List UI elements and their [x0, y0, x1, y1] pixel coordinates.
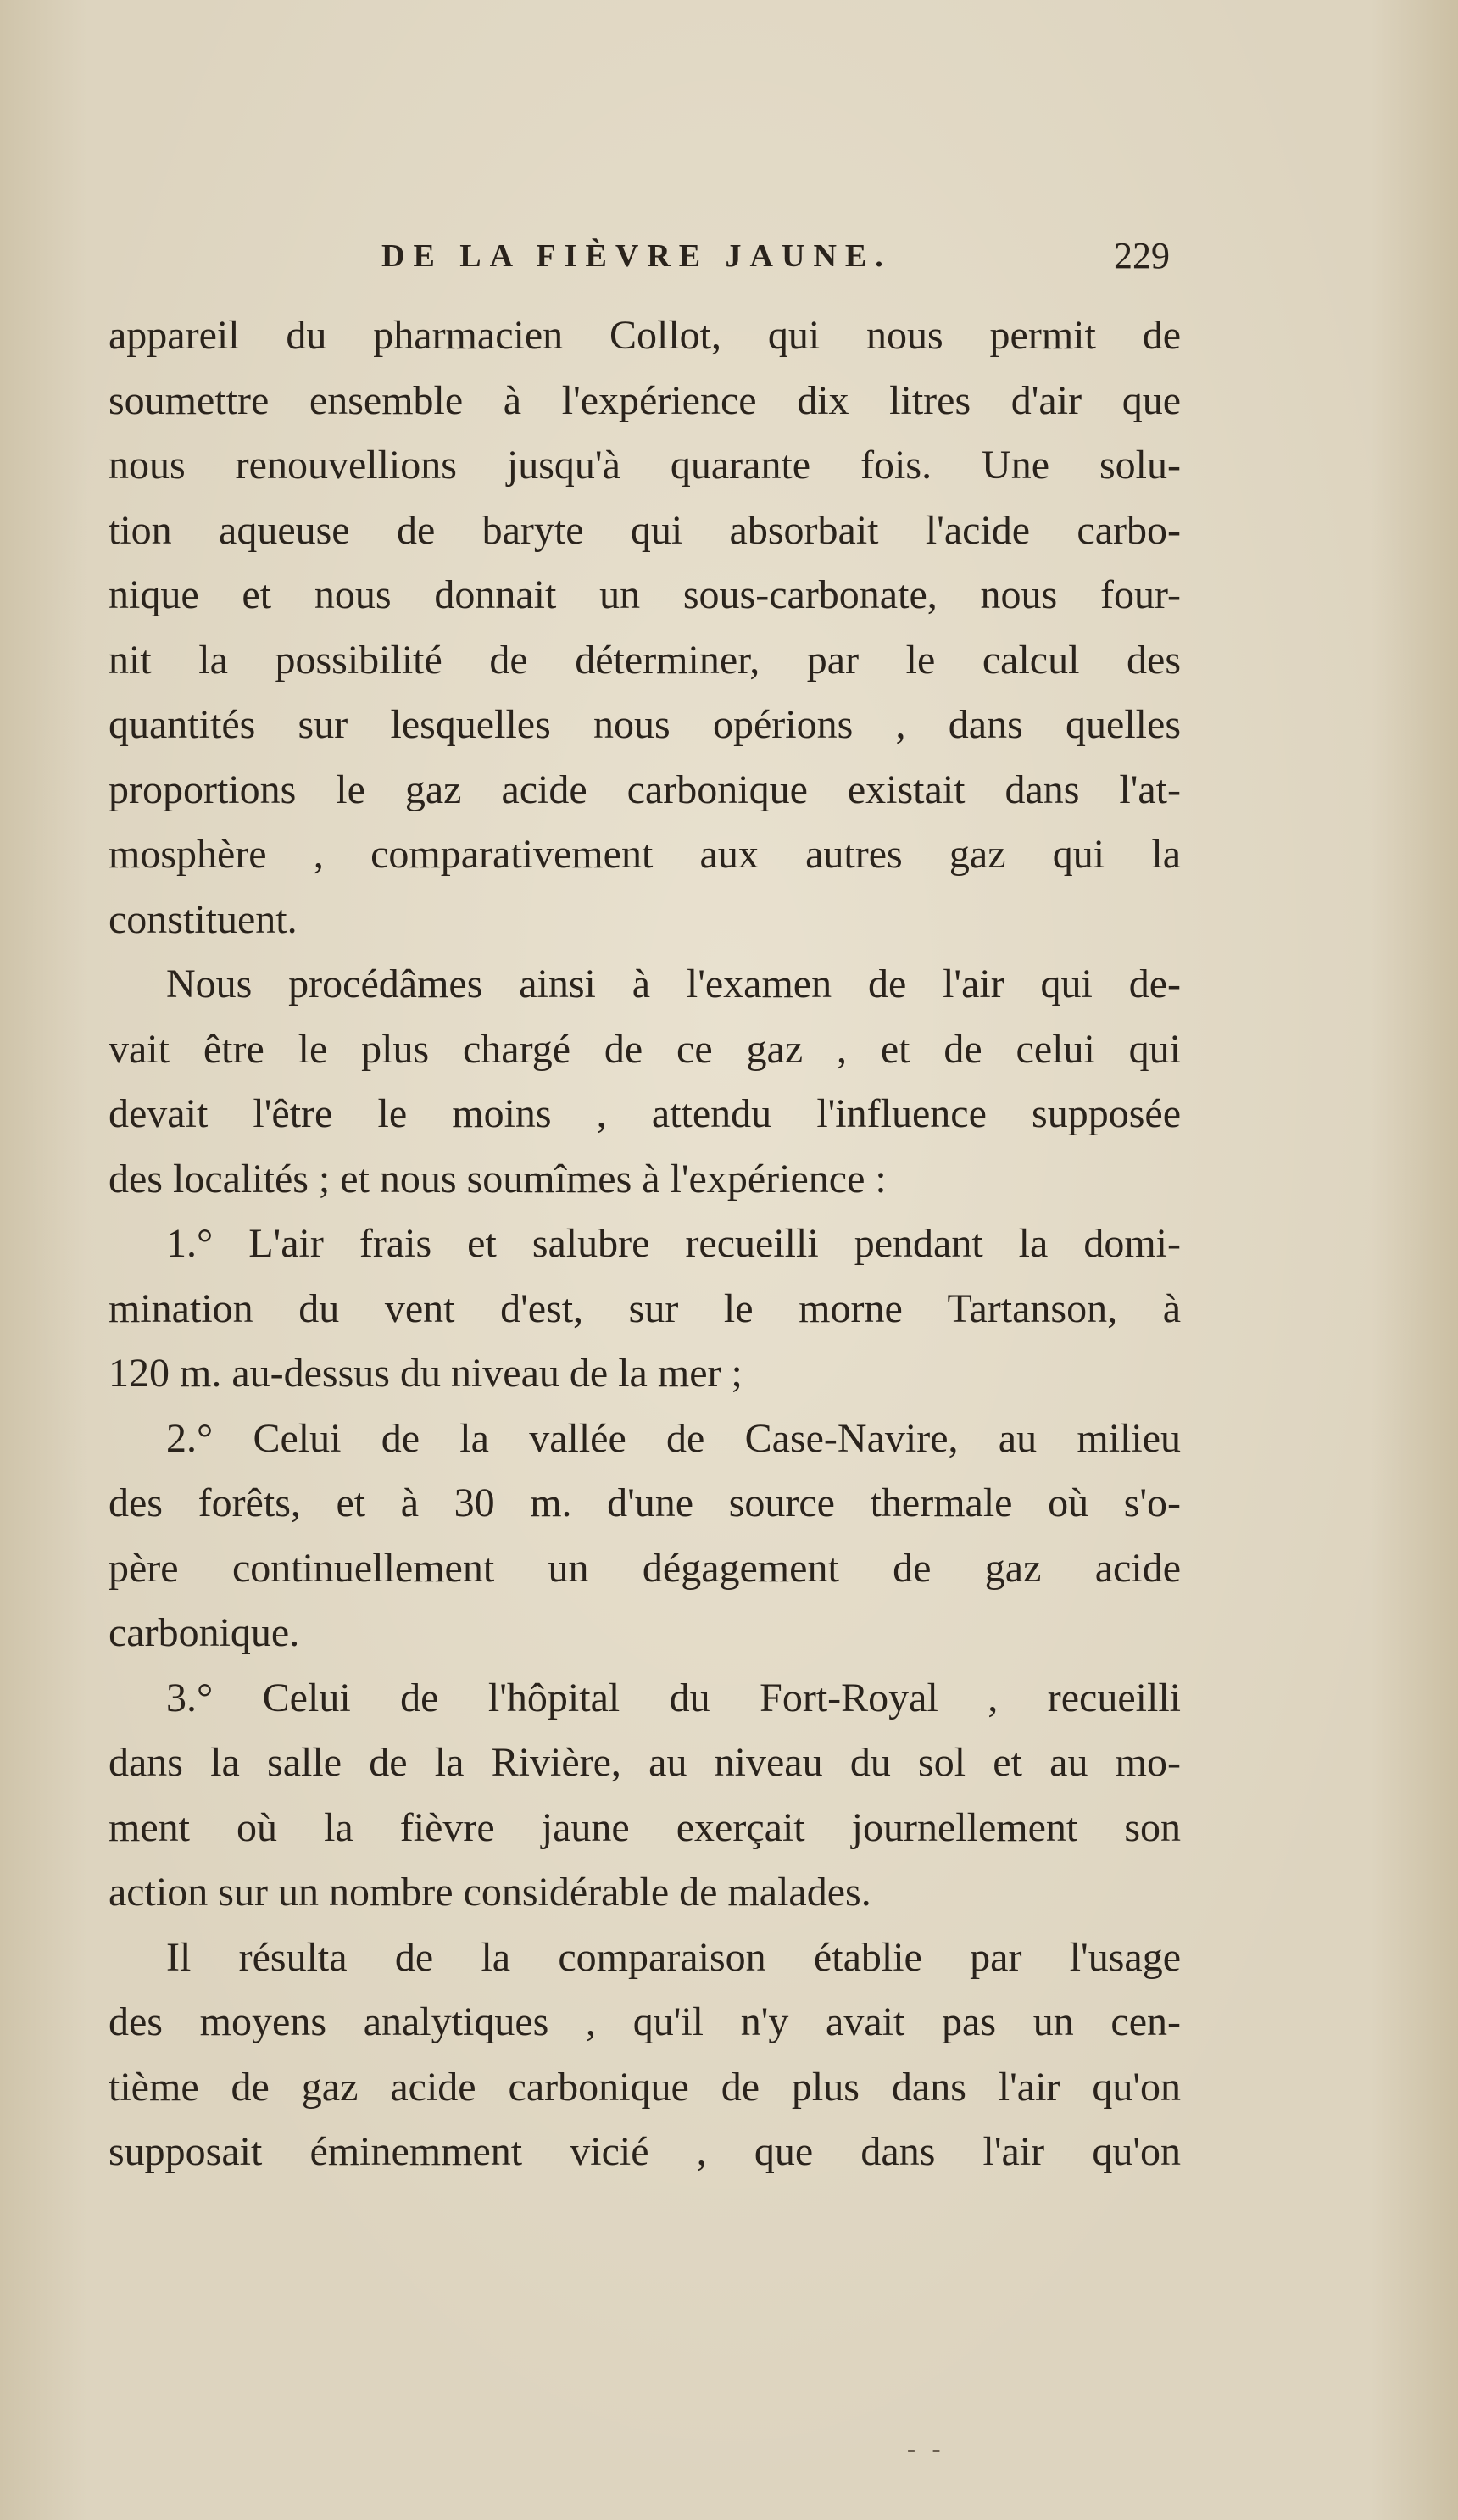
text-line: nique et nous donnait un sous-carbonate, nous four-: [109, 572, 1181, 617]
text-line: dans la salle de la Rivière, au niveau du sol et au mo-: [109, 1740, 1181, 1785]
list-item-1-line: 1.° L'air frais et salubre recueilli pendant la domi-: [166, 1221, 1181, 1266]
text-line: carbonique.: [109, 1610, 300, 1655]
text-line: action sur un nombre considérable de malades.: [109, 1870, 871, 1915]
text-line: 120 m. au-dessus du niveau de la mer ;: [109, 1351, 743, 1396]
paragraph-start-line: Il résulta de la comparaison établie par l'usage: [166, 1934, 1181, 1980]
text-line: des localités ; et nous soumîmes à l'expérience :: [109, 1156, 887, 1201]
text-line: soumettre ensemble à l'expérience dix litres d'air que: [109, 377, 1181, 423]
text-line: quantités sur lesquelles nous opérions , dans quelles: [109, 702, 1181, 747]
text-line: tion aqueuse de baryte qui absorbait l'acide carbo-: [109, 507, 1181, 553]
list-item-3-line: 3.° Celui de l'hôpital du Fort-Royal , recueilli: [166, 1675, 1181, 1720]
text-line: ment où la fièvre jaune exerçait journellement son: [109, 1804, 1181, 1850]
text-line: mination du vent d'est, sur le morne Tartanson, à: [109, 1285, 1181, 1331]
text-line: vait être le plus chargé de ce gaz , et de celui qui: [109, 1026, 1181, 1072]
text-line: devait l'être le moins , attendu l'influence supposée: [109, 1091, 1181, 1136]
text-line: supposait éminemment vicié , que dans l'air qu'on: [109, 2129, 1181, 2174]
page-number: 229: [1114, 235, 1170, 276]
paragraph-start-line: Nous procédâmes ainsi à l'examen de l'air qui de-: [166, 962, 1181, 1006]
text-line: nit la possibilité de déterminer, par le calcul des: [109, 637, 1181, 683]
running-title: DE LA FIÈVRE JAUNE.: [381, 238, 892, 274]
text-line: tième de gaz acide carbonique de plus dans l'air qu'on: [109, 2064, 1181, 2110]
text-line: nous renouvellions jusqu'à quarante fois. Une solu-: [109, 443, 1181, 488]
text-line: constituent.: [109, 896, 298, 942]
text-line: des moyens analytiques , qu'il n'y avait pas un cen-: [109, 1999, 1181, 2044]
text-line: père continuellement un dégagement de gaz acide: [109, 1545, 1181, 1591]
body-text: [109, 304, 1181, 2185]
footer-mark: - -: [907, 2435, 946, 2463]
text-line: des forêts, et à 30 m. d'une source thermale où s'o-: [109, 1480, 1181, 1525]
list-item-2-line: 2.° Celui de la vallée de Case-Navire, au milieu: [166, 1415, 1181, 1461]
text-line: mosphère , comparativement aux autres gaz qui la: [109, 832, 1181, 877]
running-head: [110, 231, 1170, 282]
text-line: proportions le gaz acide carbonique existait dans l'at-: [109, 767, 1181, 812]
text-line: appareil du pharmacien Collot, qui nous permit de: [109, 313, 1181, 358]
